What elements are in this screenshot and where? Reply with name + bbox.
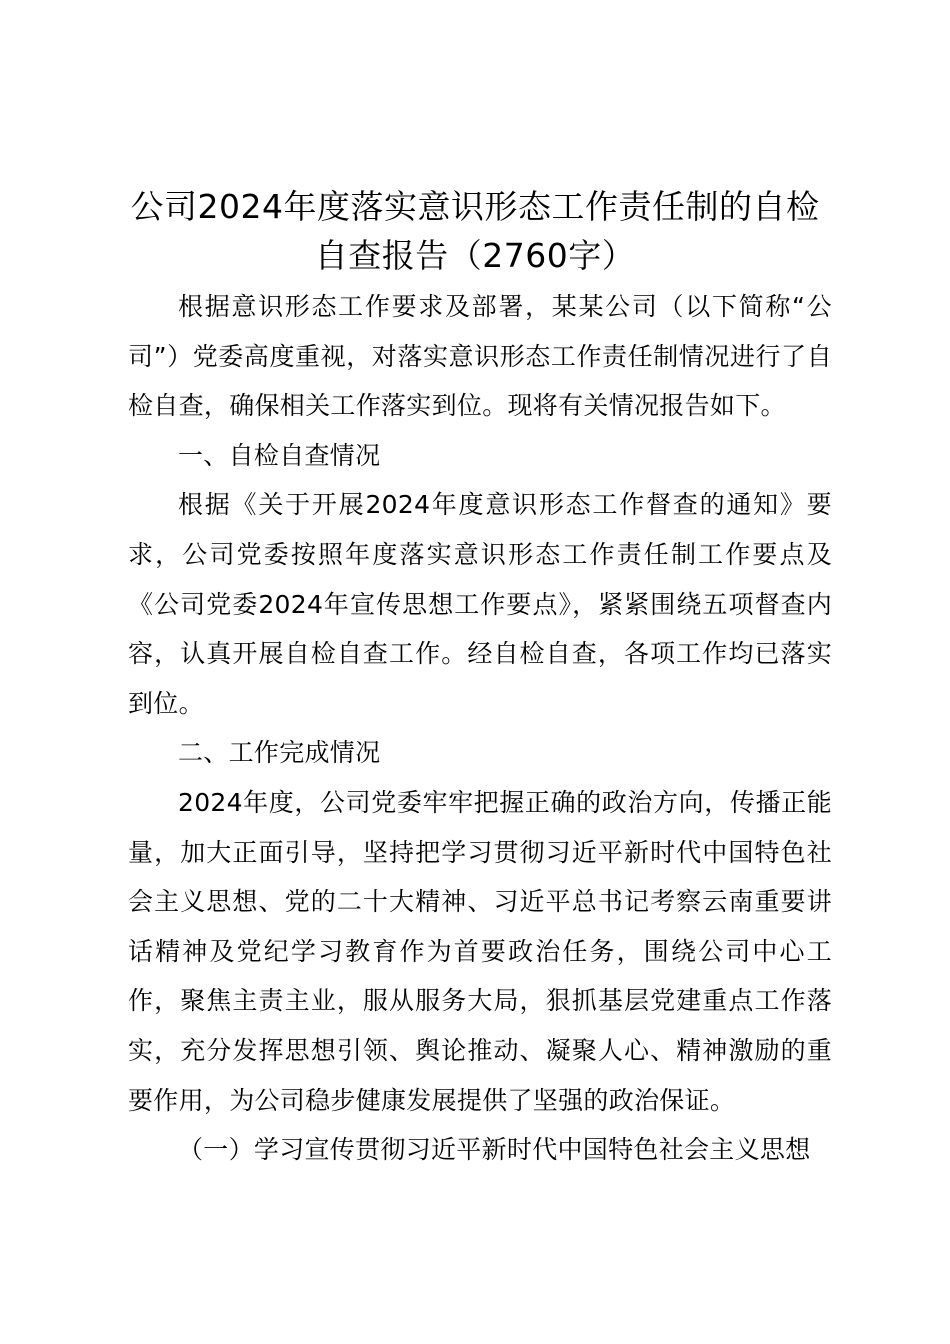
work-completion-paragraph: 2024年度，公司党委牢牢把握正确的政治方向，传播正能量，加大正面引导，坚持把学习贯彻习近平新时代中国特色社会主义思想、党的二十大精神、习近平总书记考察云南重要讲话精神及党纪学习教育作为首要政治任务，围绕公司中心工作，聚焦主责主业，服从服务大局，狠抓基层党建重点工作落实，充分发挥思想引领、舆论推动、凝聚人心、精神激励的重要作用，为公司稳步健康发展提供了坚强的政治保证。 xyxy=(128,787,832,1115)
document-title: 公司2024年度落实意识形态工作责任制的自检自查报告（2760字） xyxy=(130,187,820,275)
subsection-heading-study: （一）学习宣传贯彻习近平新时代中国特色社会主义思想 xyxy=(178,1135,811,1165)
intro-paragraph: 根据意识形态工作要求及部署，某某公司（以下简称“公司”）党委高度重视，对落实意识形态工作责任制情况进行了自检自查，确保相关工作落实到位。现将有关情况报告如下。 xyxy=(128,292,832,421)
self-check-paragraph: 根据《关于开展2024年度意识形态工作督查的通知》要求，公司党委按照年度落实意识形态工作责任制工作要点及《公司党委2024年宣传思想工作要点》，紧紧围绕五项督查内容，认真开展自检自查工作。经自检自查，各项工作均已落实到位。 xyxy=(128,490,832,718)
section-heading-self-check: 一、自检自查情况 xyxy=(178,440,381,470)
document-body xyxy=(128,282,832,1175)
section-heading-work-completion: 二、工作完成情况 xyxy=(178,738,381,768)
